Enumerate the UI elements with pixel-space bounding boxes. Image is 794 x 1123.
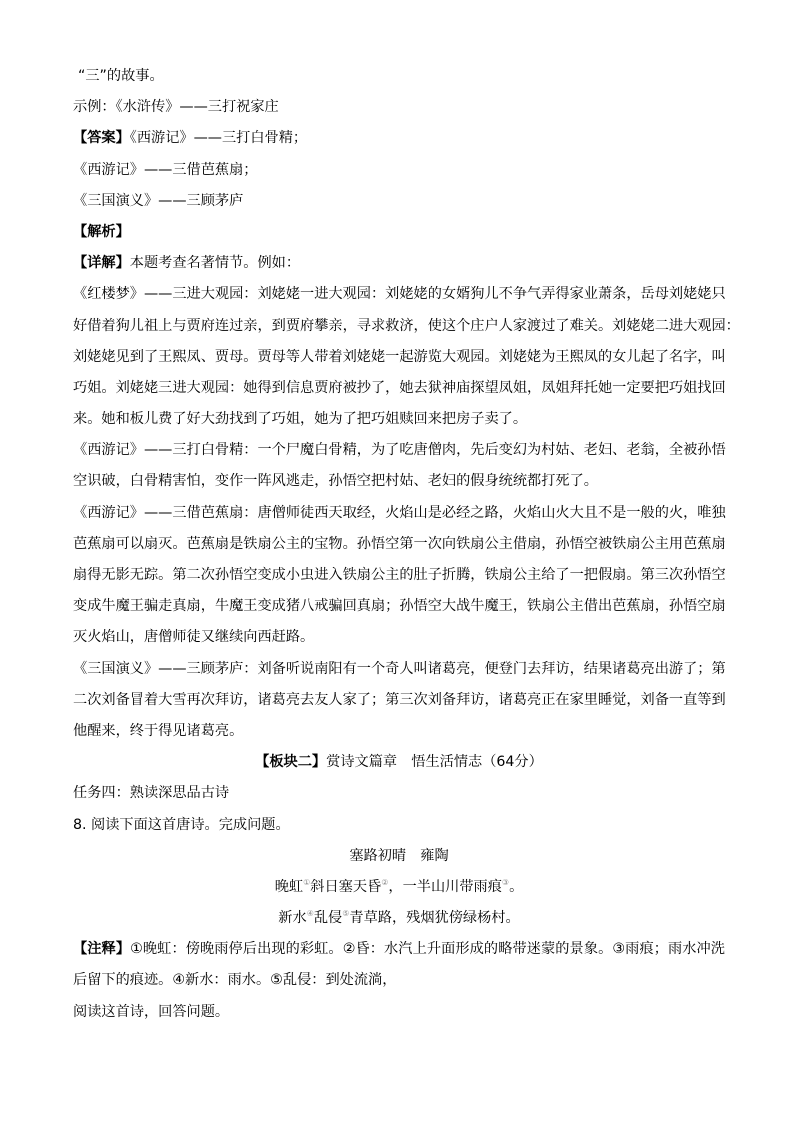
answer-label: 【答案】 <box>73 130 130 147</box>
detail-text: 本题考查名著情节。例如： <box>129 255 301 272</box>
paragraph-line: 好借着狗儿祖上与贾府连过亲，到贾府攀亲，寻求救济，使这个庄户人家渡过了难关。刘姥姥二进大观园： <box>73 317 740 334</box>
poem-line-1 <box>73 872 725 903</box>
paragraph-line: 芭蕉扇可以扇灭。芭蕉扇是铁扇公主的宝物。孙悟空第一次向铁扇公主借扇，孙悟空被铁扇公主用芭蕉扇 <box>73 535 726 552</box>
task-heading: 任务四：熟读深思品古诗 <box>73 785 230 802</box>
notes-line <box>73 934 725 965</box>
footnote-mark: ① <box>303 877 311 887</box>
poem-text: 乱侵 <box>313 910 343 927</box>
notes-line: 后留下的痕迹。④新水：雨水。⑤乱侵：到处流淌， <box>73 972 397 989</box>
poem-title: 塞路初晴 雍陶 <box>349 847 449 864</box>
notes-label: 【注释】 <box>73 941 131 958</box>
example-text: 示例：《水浒传》——三打祝家庄 <box>73 99 279 116</box>
poem-text: 。 <box>509 878 524 895</box>
detail-label: 【详解】 <box>73 255 130 272</box>
answer-item: 《西游记》——三借芭蕉扇； <box>73 161 258 178</box>
paragraph-line: 《红楼梦》——三进大观园：刘姥姥一进大观园：刘姥姥的女婿狗儿不争气弄得家业萧条，岳母刘姥姥只 <box>73 286 726 303</box>
paragraph-line: 空识破，白骨精害怕，变作一阵风逃走，孙悟空把村姑、老妇的假身统统都打死了。 <box>73 473 598 490</box>
section-heading <box>73 747 725 778</box>
answer-item: 《三国演义》——三顾茅庐 <box>73 192 244 209</box>
poem-text: ，一半山川带雨痕 <box>388 878 502 895</box>
question-text: 8. 阅读下面这首唐诗。完成问题。 <box>73 816 290 833</box>
poem-text: 晚虹 <box>274 878 304 895</box>
paragraph-line: 刘姥姥见到了王熙凤、贾母。贾母等人带着刘姥姥一起游览大观园。刘姥姥为王熙凤的女儿起了名字，叫 <box>73 348 726 365</box>
prompt-text: 阅读这首诗，回答问题。 <box>73 1003 230 1020</box>
paragraph-line: 扇得无影无踪。第二次孙悟空变成小虫进入铁扇公主的肚子折腾，铁扇公主给了一把假扇。第三次孙悟空 <box>73 567 726 583</box>
poem-text: 新水 <box>278 910 307 927</box>
document-page <box>73 61 740 1028</box>
paragraph-line: 《西游记》——三借芭蕉扇：唐僧师徒西天取经，火焰山是必经之路，火焰山火大且不是一般的火，唯独 <box>73 504 726 521</box>
footnote-mark: ② <box>381 877 389 887</box>
poem-line-2 <box>73 903 725 934</box>
footnote-mark: ③ <box>501 877 510 887</box>
paragraph-line: 二次刘备冒着大雪再次拜访，诸葛亮去友人家了；第三次刘备拜访，诸葛亮正在家里睡觉，刘备一直等到 <box>73 691 726 708</box>
poem-text: 青草路，残烟犹傍绿杨村。 <box>349 910 520 927</box>
footnote-mark: ④ <box>306 909 314 919</box>
section-title: 赏诗文篇章 悟生活情志（64分） <box>326 754 543 771</box>
intro-text: “三”的故事。 <box>78 68 164 84</box>
paragraph-line: 巧姐。刘姥姥三进大观园：她得到信息贾府被抄了，她去狱神庙探望凤姐，凤姐拜托她一定要把巧姐找回 <box>73 379 726 396</box>
paragraph-line: 来。她和板儿费了好大劲找到了巧姐，她为了把巧姐赎回来把房子卖了。 <box>73 411 528 428</box>
footnote-mark: ⑤ <box>342 909 350 919</box>
paragraph-line: 变成牛魔王骗走真扇，牛魔王变成猪八戒骗回真扇；孙悟空大战牛魔王，铁扇公主借出芭蕉扇，孙悟空扇 <box>73 598 726 615</box>
paragraph-line: 《三国演义》——三顾茅庐：刘备听说南阳有一个奇人叫诸葛亮，便登门去拜访，结果诸葛亮出游了；第 <box>73 660 726 677</box>
notes-text: ①晚虹：傍晚雨停后出现的彩虹。②昏：水汽上升面形成的略带迷蒙的景象。③雨痕；雨水冲洗 <box>130 941 725 958</box>
answer-line <box>73 123 725 154</box>
poem-text: 斜日塞天昏 <box>310 878 382 895</box>
section-label: 【板块二】 <box>255 754 327 771</box>
paragraph-line: 灭火焰山，唐僧师徒又继续向西赶路。 <box>73 629 315 646</box>
paragraph-line: 《西游记》——三打白骨精：一个尸魔白骨精，为了吃唐僧肉，先后变幻为村姑、老妇、老翁，全被孙悟 <box>73 442 726 459</box>
answer-item: 《西游记》——三打白骨精； <box>129 130 308 147</box>
analysis-label: 【解析】 <box>73 223 130 240</box>
paragraph-line: 他醒来，终于得见诸葛亮。 <box>73 722 244 739</box>
detail-line <box>73 248 725 279</box>
